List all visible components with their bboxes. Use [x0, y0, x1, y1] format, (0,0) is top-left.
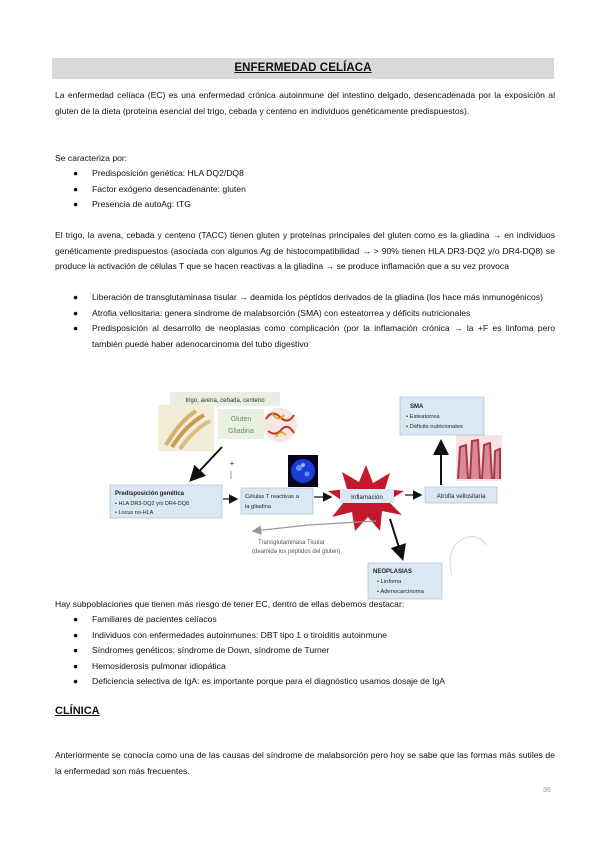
list-item: ● Predisposición genética: HLA DQ2/DQ8: [92, 166, 555, 182]
bullet-icon: ●: [73, 183, 79, 194]
title-bar: [52, 58, 554, 79]
plus-sign: +: [229, 459, 235, 468]
bullet-icon: ●: [73, 676, 79, 686]
celulas-line1: Células T reactivas a: [245, 494, 299, 500]
neoplasias-item: • Adenocarcinoma: [377, 589, 424, 595]
clinica-title: CLÍNICA: [55, 705, 100, 717]
celulas-line2: la gliadina: [245, 504, 272, 510]
grains-label: trigo, avena, cebada, centeno: [185, 398, 265, 404]
list-item: ● Familiares de pacientes celíacos: [92, 612, 555, 628]
transglutaminasa-line2: (deamida los péptidos del gluten): [252, 549, 341, 555]
bullet-icon: ●: [73, 660, 79, 671]
bullet-icon: ●: [73, 629, 79, 640]
caracteriza-label: Se caracteriza por:: [55, 153, 128, 163]
bullet-icon: ●: [73, 292, 79, 302]
list-item: ● Hemosiderosis pulmonar idiopática: [92, 659, 555, 675]
caracteriza-list: [73, 166, 555, 213]
tacc-list: [73, 290, 555, 352]
tacc-paragraph: El trigo, la avena, cebada y centeno (TACC) tienen gluten y proteínas principales del gluten como es la gliadina → en individuos genéticamente predispuestos (asociada con algunos Ag de histocompatibilidad → > 90% tienen HLA DR3-DQ2 y/o DR4-DQ8) se produce la activación de células T que se hacen reactivas a la gliadina → se produce inflamación que a su vez provoca: [55, 230, 555, 271]
celulas-box: [241, 488, 313, 514]
atrofia-label: Atrofia vellositaria: [436, 493, 486, 500]
page-title: ENFERMEDAD CELÍACA: [234, 62, 372, 74]
neoplasias-title: NEOPLASIAS: [373, 569, 413, 575]
predisposicion-title: Predisposición genética: [115, 491, 185, 497]
subpob-paragraph: Hay subpoblaciones que tienen más riesgo de tener EC, dentro de ellas debemos destacar:: [55, 599, 405, 609]
gliadina-label: Gliadina: [228, 428, 254, 435]
transglutaminasa-line1: Transglutaminasa Tisular: [258, 540, 325, 546]
list-item: ● Factor exógeno desencadenante: gluten: [92, 182, 555, 198]
bullet-icon: ●: [73, 307, 79, 318]
list-item: ● Deficiencia selectiva de IgA: es importante porque para el diagnóstico usamos dosaje de IgA: [92, 674, 555, 690]
list-item: ● Liberación de transglutaminasa tisular → deamida los péptidos derivados de la gliadina (los hace más inmunogénicos): [92, 290, 555, 306]
list-item: ● Presencia de autoAg: tTG: [92, 197, 555, 213]
bullet-icon: ●: [73, 323, 79, 333]
neoplasias-item: • Linfoma: [377, 579, 402, 585]
bullet-icon: ●: [73, 199, 79, 209]
gluten-label: Gluten: [230, 416, 252, 423]
sma-title: SMA: [410, 404, 424, 410]
intestinal-villi-icon: [456, 435, 502, 481]
arrow-gluten-to-predisposicion: [192, 447, 222, 479]
intro-paragraph: La enfermedad celíaca (EC) es una enfermedad crónica autoinmune del intestino delgado, desencadenada por la exposición al gluten de la dieta (proteína esencial del trigo, cebada y centeno en individuos genéticamente predispuestos).: [55, 90, 555, 116]
sma-item: • Esteatorrea: [406, 414, 440, 420]
list-item: ● Individuos con enfermedades autoinmunes: DBT tipo 1 o tiroiditis autoinmune: [92, 628, 555, 644]
bullet-icon: ●: [73, 645, 79, 655]
protein-structure-icon: [263, 408, 297, 442]
decorative-arc: [450, 537, 486, 575]
t-cell-icon: [288, 455, 318, 487]
inflamacion-label: Inflamación: [351, 494, 383, 501]
subpob-list: [73, 612, 555, 690]
bullet-icon: ●: [73, 168, 79, 178]
predisposicion-item: • Locus no-HLA: [115, 510, 154, 516]
list-item: ● Atrofia vellositaria: genera síndrome de malabsorción (SMA) con esteatorrea y déficits nutricionales: [92, 306, 555, 322]
arrow-inflamacion-to-neoplasias: [390, 519, 402, 557]
bullet-icon: ●: [73, 614, 79, 624]
list-item: ● Predisposición al desarrollo de neoplasias como complicación (por la inflamación crónica → la +F es linfoma pero también puede haber adenocarcinoma del tubo digestivo: [73, 323, 555, 349]
sma-item: • Déficits nutricionales: [406, 424, 463, 430]
pathogenesis-diagram: [100, 385, 520, 605]
clinica-paragraph: Anteriormente se conocía como una de las causas del síndrome de malabsorción pero hoy se sabe que las formas más sutiles de la enfermedad son más frecuentes.: [55, 750, 555, 776]
page-number: 36: [543, 787, 551, 794]
list-item: ● Síndromes genéticos: síndrome de Down, síndrome de Turner: [92, 643, 555, 659]
predisposicion-item: • HLA DR3-DQ2 y/o DR4-DQ8: [115, 501, 190, 507]
wheat-icon: [158, 405, 214, 451]
